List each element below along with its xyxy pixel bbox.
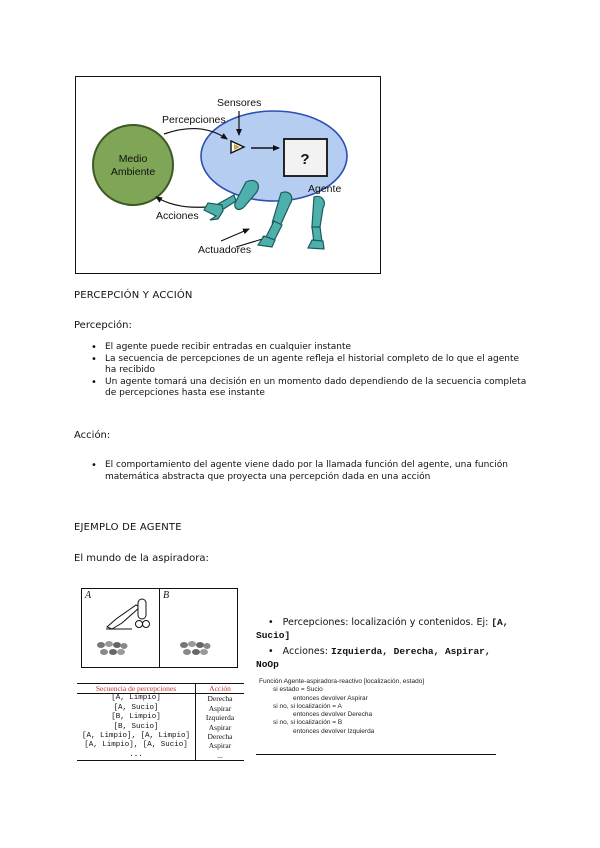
acciones-bullet: • Acciones: Izquierda, Derecha, Aspirar, NoOp [256, 646, 491, 670]
function-line: entonces devolver Derecha [293, 711, 373, 719]
function-line: si no, si localización = B [273, 719, 343, 727]
table-row: [A, Limpio], [A, Sucio] Aspirar [77, 741, 244, 750]
table-header: Secuencia de percepciones [77, 684, 196, 694]
agent-diagram-frame [75, 76, 381, 274]
room-a-label: A [85, 590, 92, 601]
example-bullets [256, 616, 526, 671]
table-row: [A, Limpio], [A, Limpio] Derecha [77, 732, 244, 741]
question-mark: ? [300, 151, 310, 168]
function-signature: Función Agente-aspiradora-reactivo [localización, estado] [259, 678, 425, 685]
percepcion-label: Percepción: [74, 320, 132, 331]
agent-function-pseudocode [256, 678, 496, 755]
environment-circle [93, 125, 173, 205]
table-row: ... ... [77, 751, 244, 760]
function-line: entonces devolver Izquierda [293, 727, 375, 735]
medio-label: Medio [118, 153, 148, 165]
list-item: • Un agente tomará una decisión en un momento dado dependiendo de la secuencia completa de percepciones hasta ese instante [76, 377, 536, 400]
room-divider [159, 589, 160, 667]
agent-environment-diagram [76, 77, 380, 273]
room-b-label: B [163, 590, 170, 601]
vacuum-icon [102, 593, 152, 633]
dirt-icon [96, 639, 130, 657]
accion-label: Acción: [74, 430, 111, 441]
function-line: si estado = Sucio [273, 686, 323, 694]
vacuum-world-figure [81, 588, 238, 668]
table-row: [A, Limpio] Derecha [77, 694, 244, 704]
ambiente-label: Ambiente [110, 166, 156, 178]
list-item: • La secuencia de percepciones de un agente refleja el historial completo de lo que el agente ha recibido [76, 354, 536, 377]
percepcion-list [76, 342, 536, 400]
leg-actuator-2 [308, 196, 324, 249]
list-item: • El agente puede recibir entradas en cualquier instante [76, 342, 536, 354]
actuadores-label: Actuadores [198, 244, 252, 256]
table-row: [B, Limpio] Izquierda [77, 713, 244, 722]
table-header: Acción [196, 684, 245, 694]
section-heading-percepcion-accion: PERCEPCIÓN Y ACCIÓN [74, 290, 193, 301]
acciones-label: Acciones [156, 210, 199, 222]
list-item: • El comportamiento del agente viene dado por la llamada función del agente, una función matemática abstracta que proyecta una percepción dada en una acción [76, 460, 536, 483]
table-row: [A, Sucio] Aspirar [77, 704, 244, 713]
function-line: entonces devolver Aspirar [293, 694, 368, 702]
perception-action-table [77, 683, 244, 761]
section-heading-ejemplo-agente: EJEMPLO DE AGENTE [74, 522, 182, 533]
percepciones-label: Percepciones [162, 114, 226, 126]
sensores-label: Sensores [217, 97, 262, 109]
mundo-aspiradora-label: El mundo de la aspiradora: [74, 553, 209, 564]
accion-list [76, 460, 536, 483]
table-row: [B, Sucio] Aspirar [77, 723, 244, 732]
percepciones-bullet: • Percepciones: localización y contenidos. Ej: [A, Sucio] [256, 617, 509, 641]
agente-label: Agente [308, 183, 342, 195]
dirt-icon [179, 639, 213, 657]
function-line: si no, si localización = A [273, 702, 342, 710]
